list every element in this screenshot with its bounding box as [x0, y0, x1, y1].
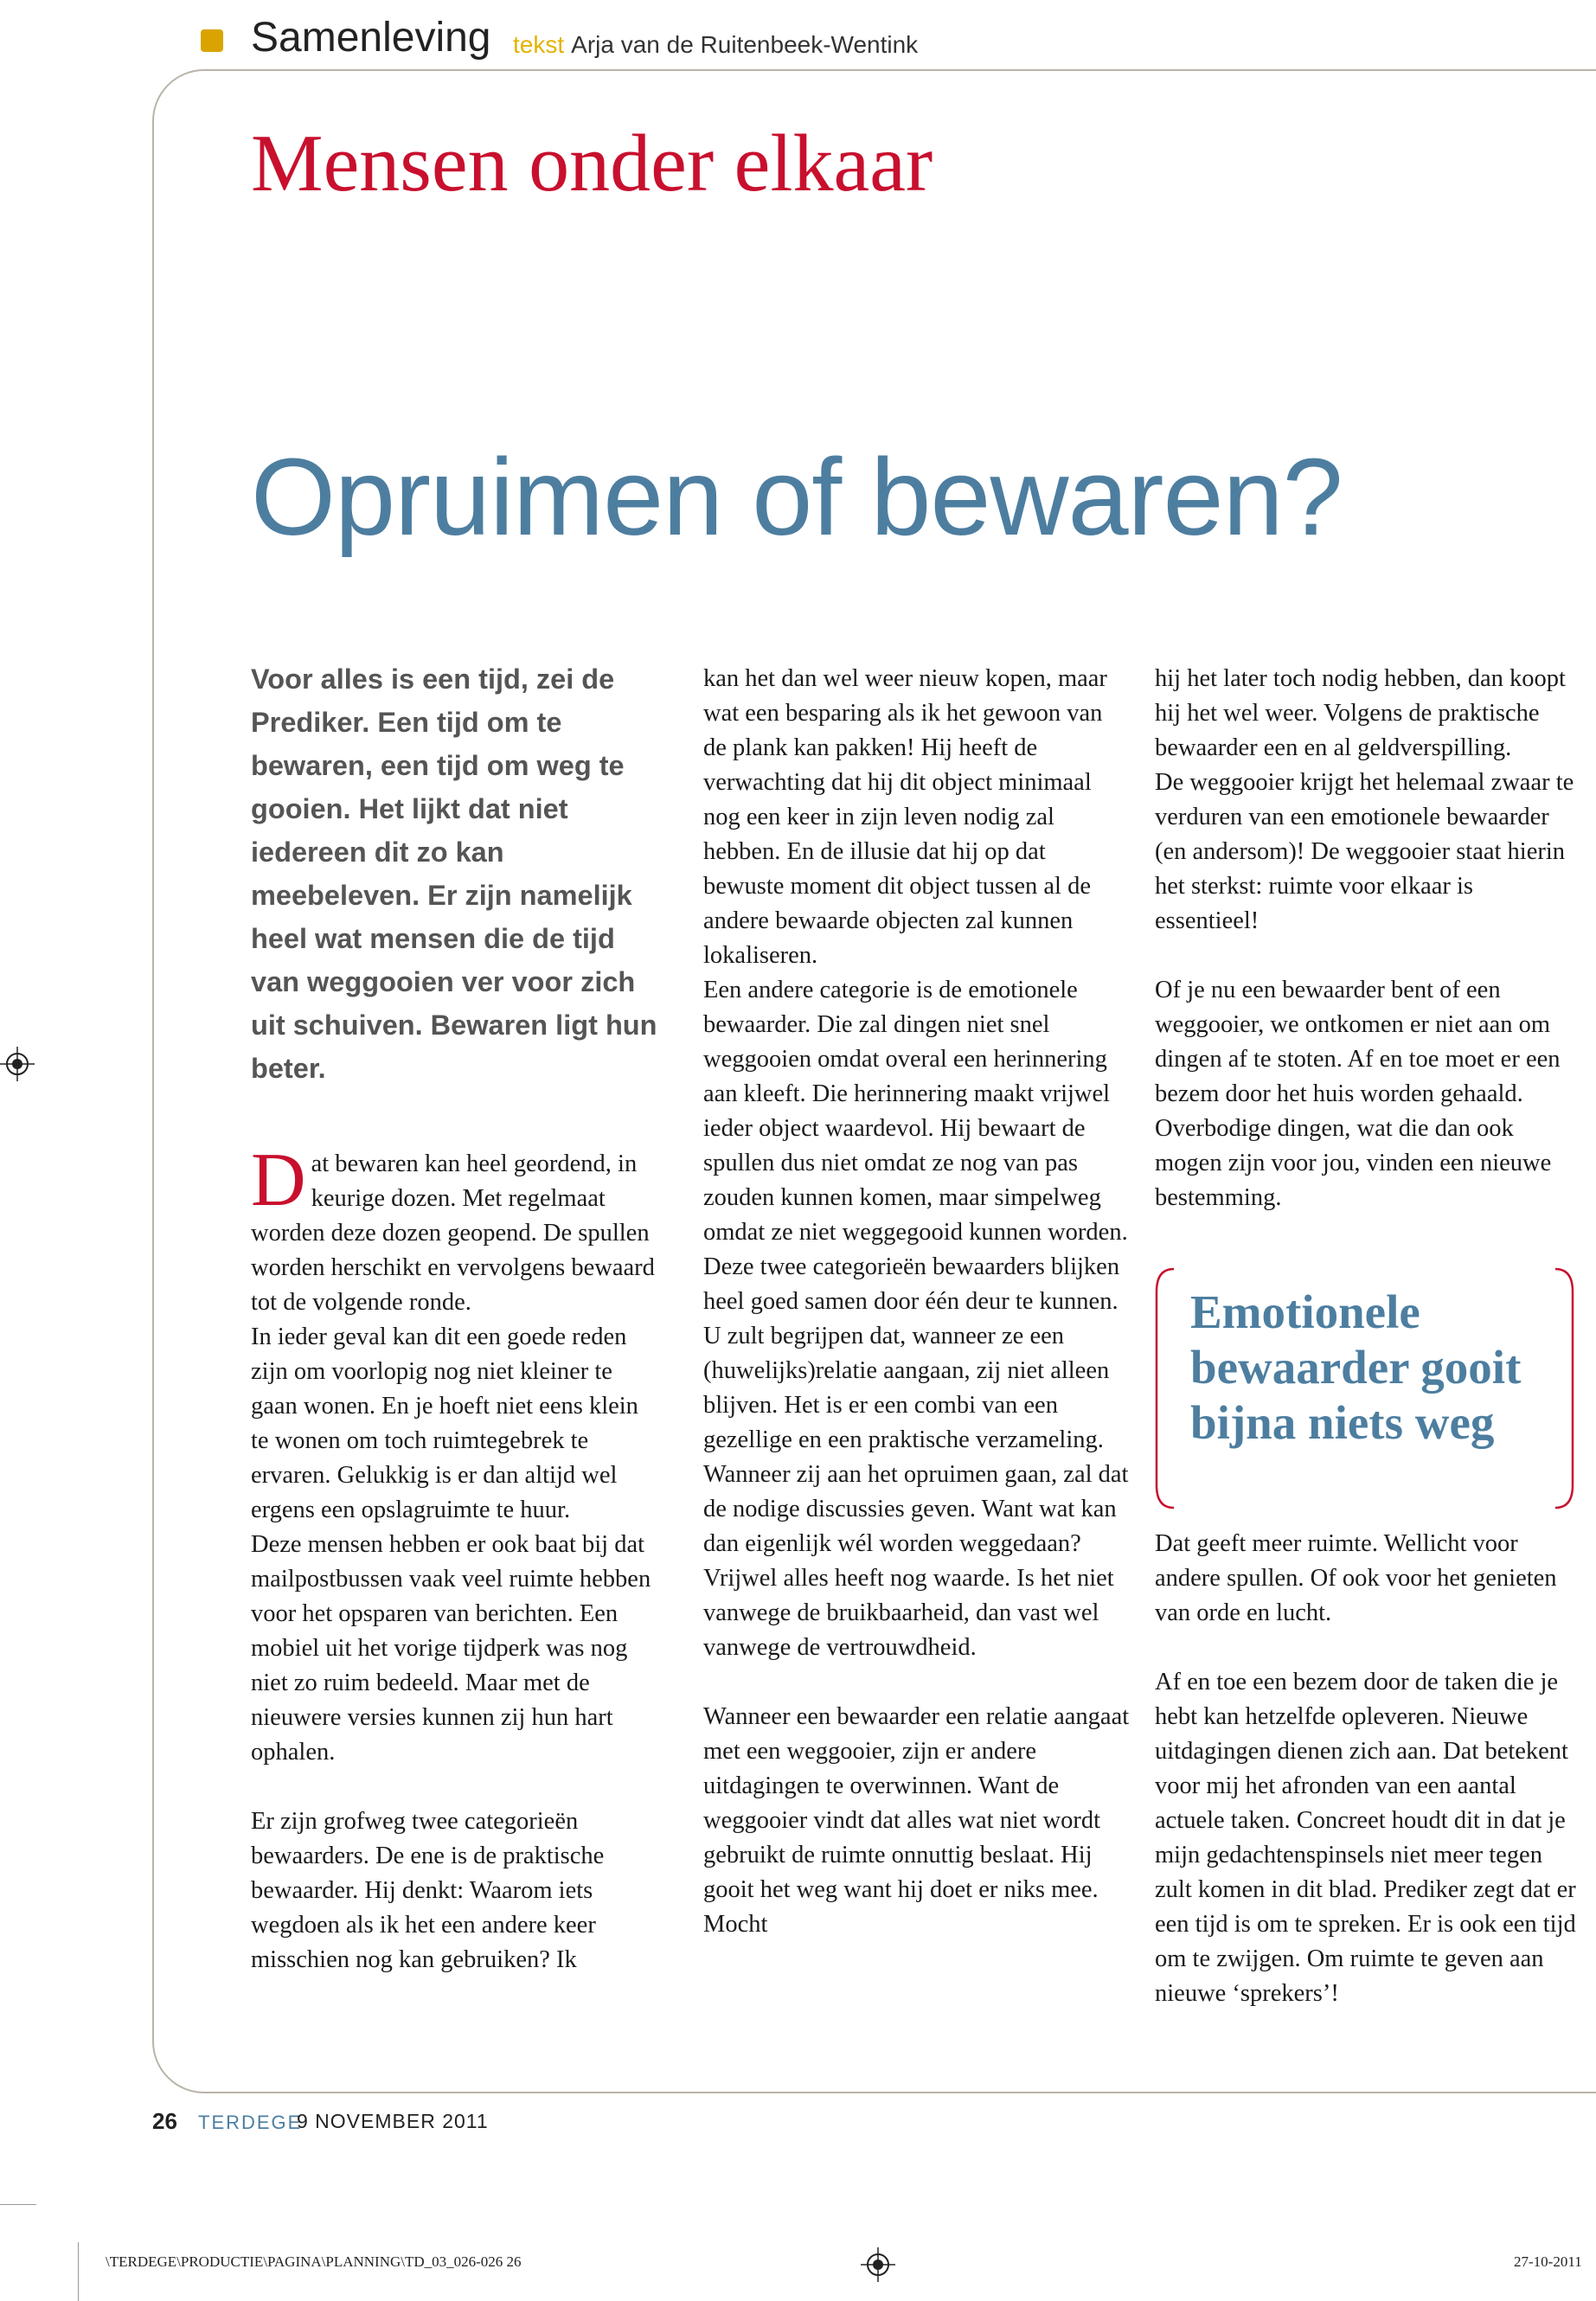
author-name: Arja van de Ruitenbeek-Wentink	[571, 31, 919, 58]
production-date: 27-10-2011	[1514, 2253, 1582, 2270]
byline-label: tekst	[513, 31, 565, 58]
article-column-3	[1155, 662, 1583, 1215]
page-number: 26	[152, 2108, 177, 2134]
registration-mark-icon	[0, 1047, 35, 1081]
paragraph: Wanneer een bewaarder een relatie aangaat met een weggooier, zijn er andere uitdagingen te overwinnen. Want de weggooier vindt dat alles wat niet wordt gebruikt de ruimte onnuttig beslaat. Hij gooit het weg want hij doet er niks mee. Mocht	[703, 1703, 1130, 1938]
paragraph: Een andere categorie is de emotionele bewaarder. Die zal dingen niet snel weggooien omdat overal een herinnering aan kleeft. Die herinnering maakt vrijwel ieder object waardevol. Hij bewaart de spullen dus niet omdat ze nog van pas zouden kunnen komen, maar simpelweg omdat ze niet weggegooid kunnen worden.	[703, 977, 1128, 1246]
crop-line	[0, 2204, 36, 2205]
drop-cap: D	[251, 1138, 306, 1222]
crop-line	[78, 2242, 79, 2301]
paragraph: De weggooier krijgt het helemaal zwaar te verduren van een emotionele bewaarder (en andersom)! De weggooier staat hierin het sterkst: ruimte voor elkaar is essentieel!	[1155, 769, 1574, 934]
paragraph: hij het later toch nodig hebben, dan koopt hij het wel weer. Volgens de praktische bewaarder een en al geldverspilling.	[1155, 665, 1566, 761]
article-column-1	[251, 1138, 657, 1977]
paragraph: Af en toe een bezem door de taken die je hebt kan hetzelfde opleveren. Nieuwe uitdagingen dienen zich aan. Dat betekent voor mij het afronden van een aantal actuele taken. Concreet houdt dit in dat je mijn gedachtenspinsels niet meer tegen zult komen in dit blad. Prediker zegt dat er een tijd is om te spreken. Er is ook een tijd om te zwijgen. Om ruimte te geven aan nieuwe ‘sprekers’!	[1155, 1669, 1576, 2007]
paragraph: Er zijn grofweg twee categorieën bewaarders. De ene is de praktische bewaarder. Hij denkt: Waarom iets wegdoen als ik het een andere keer misschien nog kan gebruiken? Ik	[251, 1808, 605, 1973]
section-label: Samenleving	[251, 15, 491, 61]
paragraph: Dat bewaren kan heel geordend, in keurige dozen. Met regelmaat worden deze dozen geopend. De spullen worden herschikt en vervolgens bewaard tot de volgende ronde.	[251, 1138, 655, 1316]
production-slug: \TERDEGE\PRODUCTIE\PAGINA\PLANNING\TD_03_026-026 26	[106, 2253, 522, 2270]
paragraph: Deze twee categorieën bewaarders blijken heel goed samen door één deur te kunnen. U zult begrijpen dat, wanneer ze een (huwelijks)relatie aangaan, zij niet alleen blijven. Het is er een combi van een gezellige en een praktische verzameling. Wanneer zij aan het opruimen gaan, zal dat de nodige discussies geven. Want wat kan dan eigenlijk wél worden weggedaan? Vrijwel alles heeft nog waarde. Is het niet vanwege de bruikbaarheid, dan vast wel vanwege de vertrouwdheid.	[703, 1253, 1129, 1661]
registration-mark-icon	[861, 2247, 895, 2282]
paragraph: Of je nu een bewaarder bent of een weggooier, we ontkomen er niet aan om dingen af te stoten. Af en toe moet er een bezem door het huis worden gehaald. Overbodige dingen, wat die dan ook mogen zijn voor jou, vinden een nieuwe bestemming.	[1155, 977, 1561, 1211]
paragraph: In ieder geval kan dit een goede reden zijn om voorlopig nog niet kleiner te gaan wonen. En je hoeft niet eens klein te wonen om toch ruimtegebrek te ervaren. Gelukkig is er dan altijd wel ergens een opslagruimte te huur.	[251, 1324, 638, 1523]
article-column-2	[703, 662, 1131, 1942]
intro-lead: Voor alles is een tijd, zei de Prediker. Een tijd om te bewaren, een tijd om weg te gooien. Het lijkt dat niet iedereen dit zo kan meebeleven. Er zijn namelijk heel wat mensen die de tijd van weggooien ver voor zich uit schuiven. Bewaren ligt hun beter.	[251, 663, 657, 1084]
page-title: Opruimen of bewaren?	[251, 436, 1343, 558]
section-marker	[201, 29, 223, 52]
byline	[513, 31, 918, 59]
article-column-3-continued	[1155, 1527, 1583, 2011]
series-title: Mensen onder elkaar	[251, 119, 933, 208]
magazine-name: TERDEGE	[198, 2112, 303, 2133]
paragraph: Dat geeft meer ruimte. Wellicht voor andere spullen. Of ook voor het genieten van orde en lucht.	[1155, 1530, 1557, 1626]
pullquote: Emotionele bewaarder gooit bijna niets weg	[1190, 1285, 1522, 1449]
paragraph: kan het dan wel weer nieuw kopen, maar wat een besparing als ik het gewoon van de plank kan pakken! Hij heeft de verwachting dat hij dit object minimaal nog een keer in zijn leven nodig zal hebben. En de illusie dat hij op dat bewuste moment dit object tussen al de andere bewaarde objecten zal kunnen lokaliseren.	[703, 665, 1107, 969]
issue-date: 9 NOVEMBER 2011	[297, 2110, 489, 2132]
paragraph: Deze mensen hebben er ook baat bij dat mailpostbussen vaak veel ruimte hebben voor het opsparen van berichten. Een mobiel uit het vorige tijdperk was nog niet zo ruim bedeeld. Maar met de nieuwere versies kunnen zij hun hart ophalen.	[251, 1531, 651, 1766]
